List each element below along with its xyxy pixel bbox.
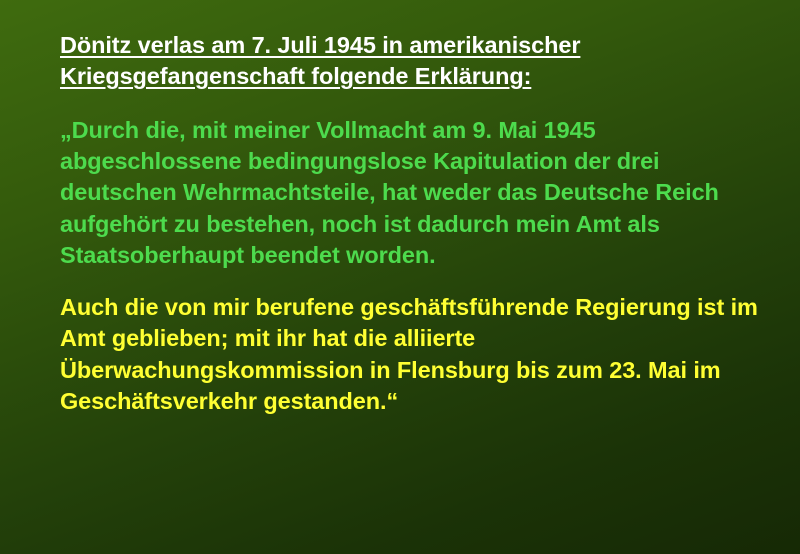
slide-content	[60, 30, 760, 418]
quote-paragraph-second: Auch die von mir berufene geschäftsführende Regierung ist im Amt geblieben; mit ihr hat die alliierte Überwachungskommission in Flensburg bis zum 23. Mai im Geschäftsverkehr gestanden.“	[60, 293, 758, 415]
slide-title: Dönitz verlas am 7. Juli 1945 in amerikanischer Kriegsgefangenschaft folgende Erklärung:	[60, 32, 581, 90]
quote-paragraph-first: „Durch die, mit meiner Vollmacht am 9. Mai 1945 abgeschlossene bedingungslose Kapitulation der drei deutschen Wehrmachtsteile, hat weder das Deutsche Reich aufgehört zu bestehen, noch ist dadurch mein Amt als Staatsoberhaupt beendet worden.	[60, 116, 719, 269]
